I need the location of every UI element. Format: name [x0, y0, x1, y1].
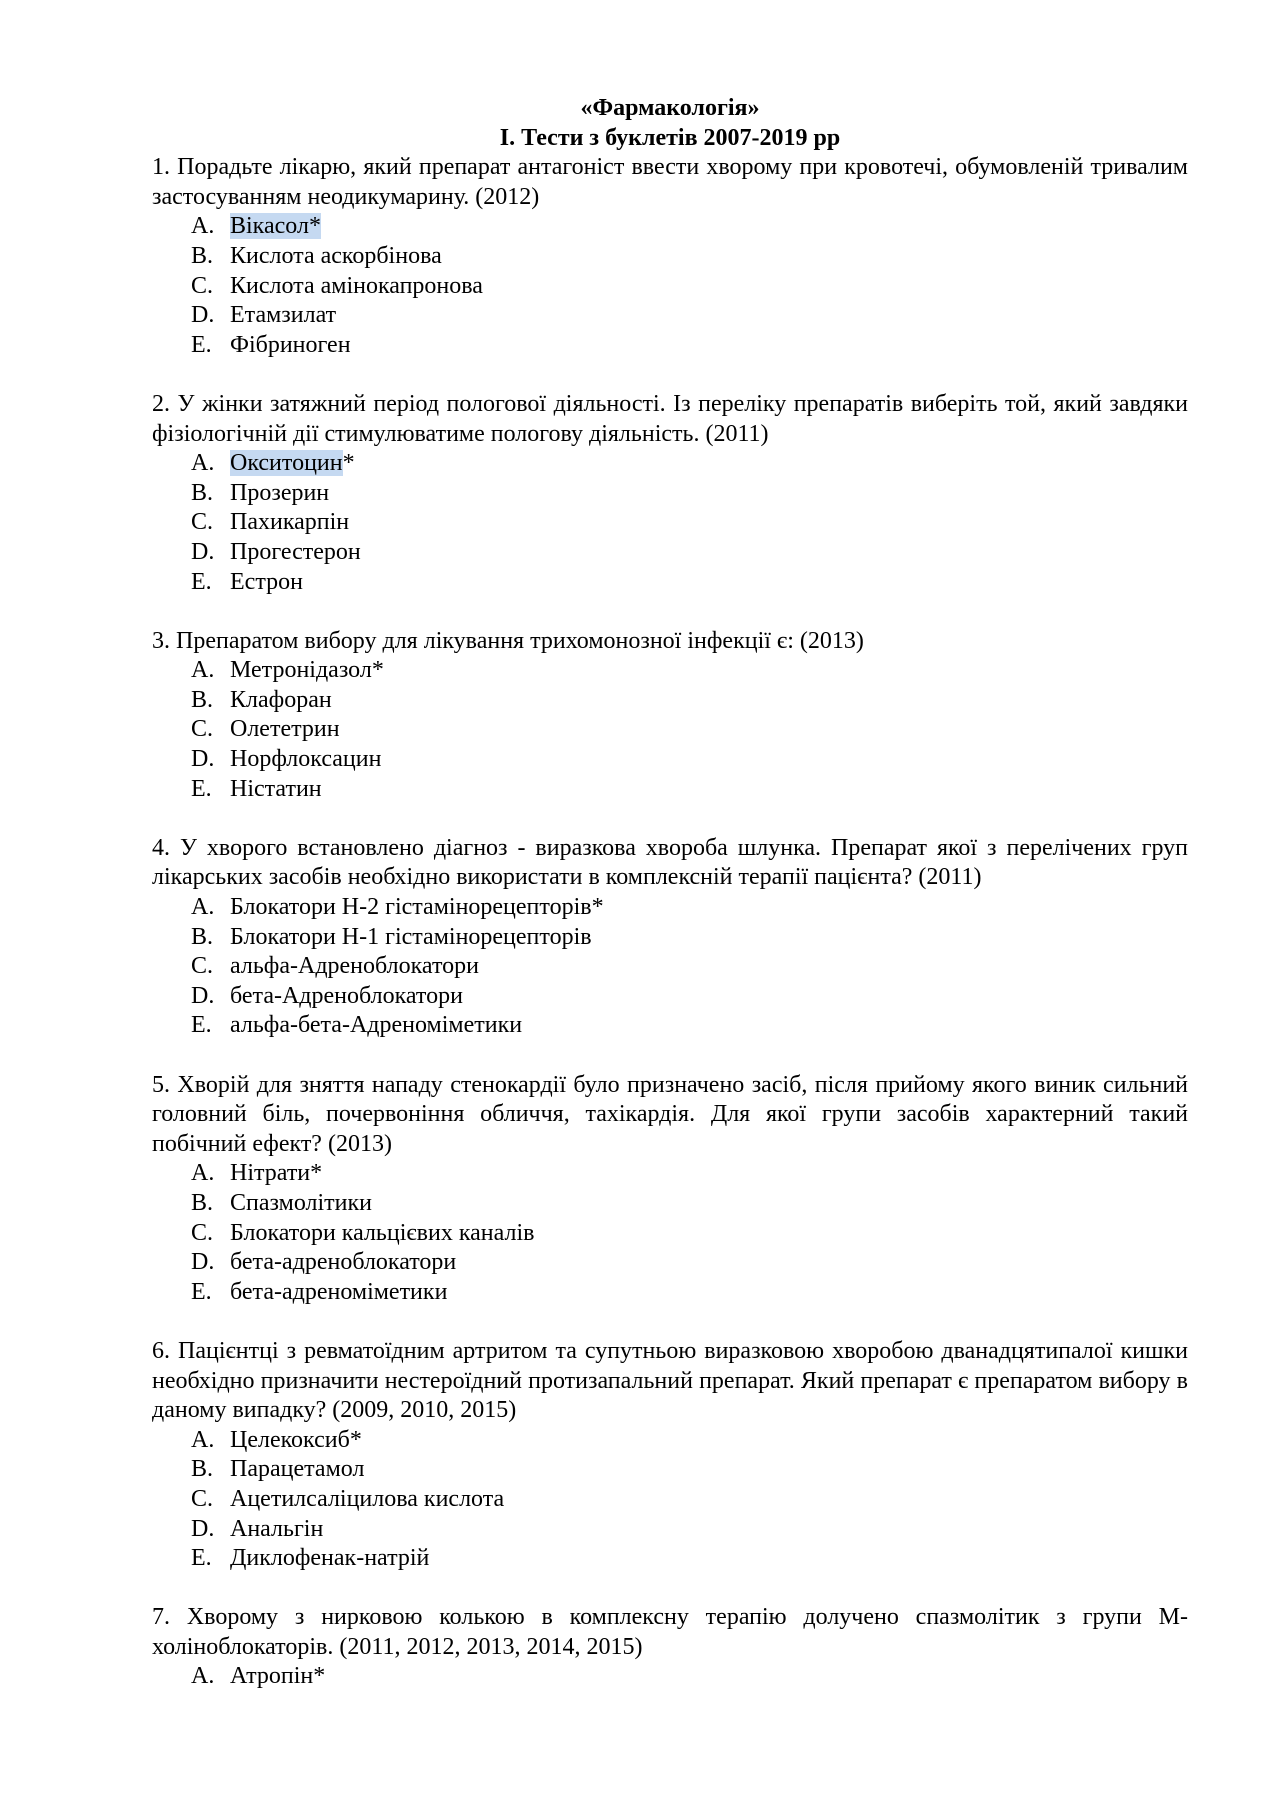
answer-options — [152, 1426, 1188, 1574]
option-letter: A. — [191, 450, 215, 477]
answer-option — [152, 656, 1188, 686]
option-letter: C. — [191, 1219, 214, 1246]
option-letter: D. — [191, 302, 215, 329]
option-text: Естрон — [230, 568, 303, 595]
option-letter: E. — [191, 1012, 212, 1039]
option-letter: E. — [191, 568, 212, 595]
option-text — [230, 213, 321, 239]
answer-option — [152, 1219, 1188, 1249]
question-text: 1. Порадьте лікарю, який препарат антагоніст ввести хворому при кровотечі, обумовленій тривалим застосуванням неодикумарину. (2012) — [152, 154, 1188, 210]
option-letter: D. — [191, 538, 215, 565]
answer-option — [152, 1426, 1188, 1456]
highlighted-text: Окситоцин — [230, 450, 343, 477]
option-text-rest: * — [342, 450, 355, 477]
option-letter: C. — [191, 509, 214, 536]
option-text: Ністатин — [230, 775, 322, 802]
option-text: Метронідазол* — [230, 657, 384, 684]
answer-option — [152, 1662, 1188, 1692]
answer-option — [152, 538, 1188, 568]
question-spacer — [152, 597, 1188, 627]
answer-option — [152, 775, 1188, 805]
option-letter: C. — [191, 716, 214, 743]
option-text — [230, 450, 355, 476]
answer-option — [152, 982, 1188, 1012]
answer-options — [152, 893, 1188, 1041]
answer-option — [152, 1544, 1188, 1574]
question-block — [152, 834, 1188, 1041]
option-text: Фібриноген — [230, 331, 351, 358]
answer-option — [152, 1515, 1188, 1545]
option-letter: D. — [191, 1249, 215, 1276]
option-letter: E. — [191, 775, 212, 802]
option-text: Целекоксиб* — [230, 1426, 362, 1453]
answer-option — [152, 449, 1188, 479]
answer-option — [152, 212, 1188, 242]
option-text: бета-адреноблокатори — [230, 1249, 457, 1276]
answer-option — [152, 508, 1188, 538]
option-letter: A. — [191, 213, 215, 240]
option-text: Кислота амінокапронова — [230, 272, 483, 299]
question-text: 7. Хворому з нирковою колькою в комплексну терапію долучено спазмолітик з групи М-холіноблокаторів. (2011, 2012, 2013, 2014, 2015) — [152, 1604, 1188, 1660]
answer-option — [152, 1011, 1188, 1041]
option-letter: D. — [191, 1515, 215, 1542]
question-text: 2. У жінки затяжний період пологової діяльності. Із переліку препаратів виберіть той, який завдяки фізіологічній дії стимулюватиме пологову діяльність. (2011) — [152, 390, 1188, 447]
question-text: 6. Пацієнтці з ревматоїдним артритом та супутньою виразковою хворобою дванадцятипалої кишки необхідно призначити нестероїдний протизапальний препарат. Який препарат є препаратом вибору в даному випадку? (2009, 2010, 2015) — [152, 1337, 1188, 1424]
option-letter: B. — [191, 686, 214, 713]
question-block — [152, 1603, 1188, 1692]
option-letter: B. — [191, 242, 214, 269]
option-text: Диклофенак-натрій — [230, 1545, 430, 1572]
option-text: Парацетамол — [230, 1456, 365, 1483]
question-block — [152, 390, 1188, 597]
option-text: Анальгін — [230, 1515, 324, 1542]
option-text: альфа-Адреноблокатори — [230, 953, 479, 980]
option-letter: E. — [191, 331, 212, 358]
answer-option — [152, 686, 1188, 716]
answer-option — [152, 923, 1188, 953]
highlighted-text: Вікасол* — [230, 213, 321, 240]
option-text: Блокатори кальцієвих каналів — [230, 1219, 535, 1246]
option-letter: E. — [191, 1545, 212, 1572]
option-letter: A. — [191, 1160, 215, 1187]
answer-option — [152, 479, 1188, 509]
question-text: 4. У хворого встановлено діагноз - виразкова хвороба шлунка. Препарат якої з перелічених груп лікарських засобів необхідно використати в комплексній терапії пацієнта? (2011) — [152, 834, 1188, 891]
answer-options — [152, 212, 1188, 360]
option-letter: B. — [191, 1456, 214, 1483]
answer-options — [152, 449, 1188, 597]
option-letter: C. — [191, 953, 214, 980]
document-page — [152, 94, 1188, 1692]
answer-option — [152, 745, 1188, 775]
option-text: Блокатори Н-1 гістамінорецепторів — [230, 923, 592, 950]
option-letter: A. — [191, 894, 215, 921]
answer-option — [152, 1248, 1188, 1278]
option-text: Атропін* — [230, 1663, 326, 1690]
option-text: Прозерин — [230, 479, 330, 506]
option-text: Нітрати* — [230, 1160, 323, 1187]
answer-option — [152, 242, 1188, 272]
answer-option — [152, 952, 1188, 982]
answer-option — [152, 301, 1188, 331]
option-letter: D. — [191, 982, 215, 1009]
answer-options — [152, 656, 1188, 804]
option-letter: C. — [191, 272, 214, 299]
option-letter: C. — [191, 1485, 214, 1512]
answer-option — [152, 1278, 1188, 1308]
question-list — [152, 153, 1188, 1692]
answer-option — [152, 893, 1188, 923]
option-text: Прогестерон — [230, 538, 361, 565]
answer-options — [152, 1662, 1188, 1692]
document-subject: «Фармакологія» — [580, 95, 760, 121]
answer-option — [152, 331, 1188, 361]
option-letter: E. — [191, 1278, 212, 1305]
question-block — [152, 153, 1188, 360]
option-text: Спазмолітики — [230, 1189, 372, 1216]
option-letter: D. — [191, 746, 215, 773]
option-text: Олететрин — [230, 716, 340, 743]
question-spacer — [152, 804, 1188, 834]
option-text: Кислота аскорбінова — [230, 242, 442, 269]
option-letter: A. — [191, 1426, 215, 1453]
question-block — [152, 1337, 1188, 1574]
document-section-title: I. Тести з буклетів 2007-2019 рр — [499, 124, 841, 151]
option-text: Ацетилсаліцилова кислота — [230, 1485, 505, 1512]
question-block — [152, 1071, 1188, 1308]
option-letter: A. — [191, 1663, 215, 1690]
option-letter: B. — [191, 923, 214, 950]
question-block — [152, 627, 1188, 805]
question-spacer — [152, 1307, 1188, 1337]
option-text: Пахикарпін — [230, 509, 350, 536]
option-text: Клафоран — [230, 686, 332, 713]
option-text: бета-Адреноблокатори — [230, 982, 463, 1009]
answer-option — [152, 715, 1188, 745]
question-text: 3. Препаратом вибору для лікування трихомонозної інфекції є: (2013) — [152, 627, 864, 654]
option-text: бета-адреноміметики — [230, 1278, 448, 1305]
answer-options — [152, 1159, 1188, 1307]
option-letter: B. — [191, 1189, 214, 1216]
question-spacer — [152, 360, 1188, 390]
answer-option — [152, 568, 1188, 598]
option-text: Норфлоксацин — [230, 746, 382, 773]
answer-option — [152, 1189, 1188, 1219]
question-spacer — [152, 1041, 1188, 1071]
question-text: 5. Хворій для зняття нападу стенокардії було призначено засіб, після прийому якого виник сильний головний біль, почервоніння обличчя, тахікардія. Для якої групи засобів характерний такий побічний ефект? (2013) — [152, 1071, 1188, 1157]
answer-option — [152, 1159, 1188, 1189]
question-spacer — [152, 1574, 1188, 1604]
option-text: Етамзилат — [230, 302, 337, 329]
answer-option — [152, 1455, 1188, 1485]
option-letter: B. — [191, 479, 214, 506]
option-text: альфа-бета-Адреноміметики — [230, 1012, 523, 1039]
option-text: Блокатори Н-2 гістамінорецепторів* — [230, 894, 604, 921]
option-letter: A. — [191, 657, 215, 684]
answer-option — [152, 1485, 1188, 1515]
answer-option — [152, 272, 1188, 302]
